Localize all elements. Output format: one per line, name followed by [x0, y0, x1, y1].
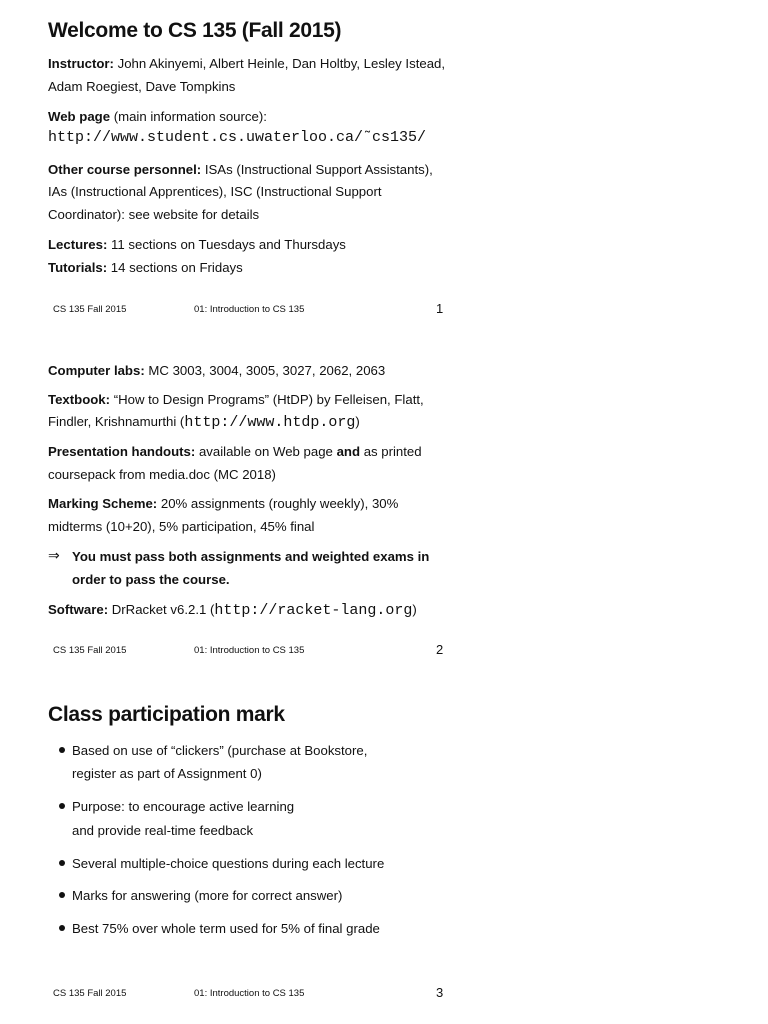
software-close-paren: ) — [412, 602, 417, 617]
webpage-note: (main information source): — [113, 109, 267, 124]
labs-line — [48, 363, 385, 379]
textbook-text2: Findler, Krishnamurthi ( — [48, 414, 185, 429]
bullet2-line1: Purpose: to encourage active learning — [72, 799, 295, 814]
bullet-icon — [59, 747, 65, 753]
handouts-text2: as printed — [363, 444, 422, 459]
footer-course: CS 135 Fall 2015 — [53, 988, 127, 999]
htdp-link[interactable]: http://www.htdp.org — [184, 414, 356, 431]
textbook-text1: “How to Design Programs” (HtDP) by Felleisen, Flatt, — [113, 392, 424, 407]
bullet-icon — [59, 860, 65, 866]
lectures-text: 11 sections on Tuesdays and Thursdays — [111, 237, 346, 252]
racket-link[interactable]: http://racket-lang.org — [214, 602, 413, 619]
webpage-line — [48, 109, 267, 125]
page-number: 1 — [436, 301, 444, 316]
lectures-line — [48, 237, 346, 253]
instructor-names: John Akinyemi, Albert Heinle, Dan Holtby, Lesley Istead, — [117, 56, 446, 71]
marking-line1 — [48, 496, 398, 512]
textbook-line2 — [48, 414, 360, 431]
instructor-label: Instructor: — [48, 56, 114, 71]
handouts-line2: coursepack from media.doc (MC 2018) — [48, 467, 276, 482]
labs-text: MC 3003, 3004, 3005, 3027, 2062, 2063 — [148, 363, 386, 378]
implies-arrow-icon: ⇒ — [48, 547, 60, 563]
slide3-title: Class participation mark — [48, 703, 285, 726]
tutorials-line — [48, 260, 243, 276]
personnel-label: Other course personnel: — [48, 162, 202, 177]
bullet3: Several multiple-choice questions during each lecture — [72, 856, 385, 871]
handouts-and: and — [336, 444, 361, 459]
footer-topic: 01: Introduction to CS 135 — [194, 304, 305, 315]
instructor-line2: Adam Roegiest, Dave Tompkins — [48, 79, 236, 94]
bullet1-line2: register as part of Assignment 0) — [72, 766, 262, 781]
software-line — [48, 602, 417, 619]
pass-requirement-line2: order to pass the course. — [72, 572, 230, 587]
footer-topic: 01: Introduction to CS 135 — [194, 645, 305, 656]
pass-requirement-line1: You must pass both assignments and weighted exams in — [72, 549, 430, 564]
personnel-text1: ISAs (Instructional Support Assistants), — [204, 162, 433, 177]
webpage-label: Web page — [48, 109, 111, 124]
page-number: 3 — [436, 985, 444, 1000]
textbook-label: Textbook: — [48, 392, 111, 407]
software-label: Software: — [48, 602, 109, 617]
personnel-line2: IAs (Instructional Apprentices), ISC (Instructional Support — [48, 184, 382, 199]
bullet1-line1: Based on use of “clickers” (purchase at Bookstore, — [72, 743, 368, 758]
marking-text1: 20% assignments (roughly weekly), 30% — [160, 496, 399, 511]
footer-topic: 01: Introduction to CS 135 — [194, 988, 305, 999]
bullet2-line2: and provide real-time feedback — [72, 823, 254, 838]
bullet4: Marks for answering (more for correct answer) — [72, 888, 343, 903]
textbook-close-paren: ) — [355, 414, 360, 429]
personnel-line1 — [48, 162, 433, 178]
lectures-label: Lectures: — [48, 237, 108, 252]
slide1-title: Welcome to CS 135 (Fall 2015) — [48, 19, 342, 42]
marking-line2: midterms (10+20), 5% participation, 45% final — [48, 519, 315, 534]
footer-course: CS 135 Fall 2015 — [53, 304, 127, 315]
marking-label: Marking Scheme: — [48, 496, 158, 511]
handouts-text1: available on Web page — [198, 444, 333, 459]
software-text: DrRacket v6.2.1 ( — [111, 602, 215, 617]
textbook-line1 — [48, 392, 424, 408]
personnel-line3: Coordinator): see website for details — [48, 207, 260, 222]
bullet5: Best 75% over whole term used for 5% of final grade — [72, 921, 380, 936]
footer-course: CS 135 Fall 2015 — [53, 645, 127, 656]
handouts-line1 — [48, 444, 422, 460]
page-number: 2 — [436, 642, 444, 657]
tutorials-label: Tutorials: — [48, 260, 108, 275]
tutorials-text: 14 sections on Fridays — [110, 260, 243, 275]
handouts-label: Presentation handouts: — [48, 444, 196, 459]
bullet-icon — [59, 925, 65, 931]
course-webpage-link[interactable]: http://www.student.cs.uwaterloo.ca/˜cs135/ — [48, 129, 427, 146]
bullet-icon — [59, 803, 65, 809]
instructor-line1 — [48, 56, 445, 72]
bullet-icon — [59, 892, 65, 898]
labs-label: Computer labs: — [48, 363, 145, 378]
